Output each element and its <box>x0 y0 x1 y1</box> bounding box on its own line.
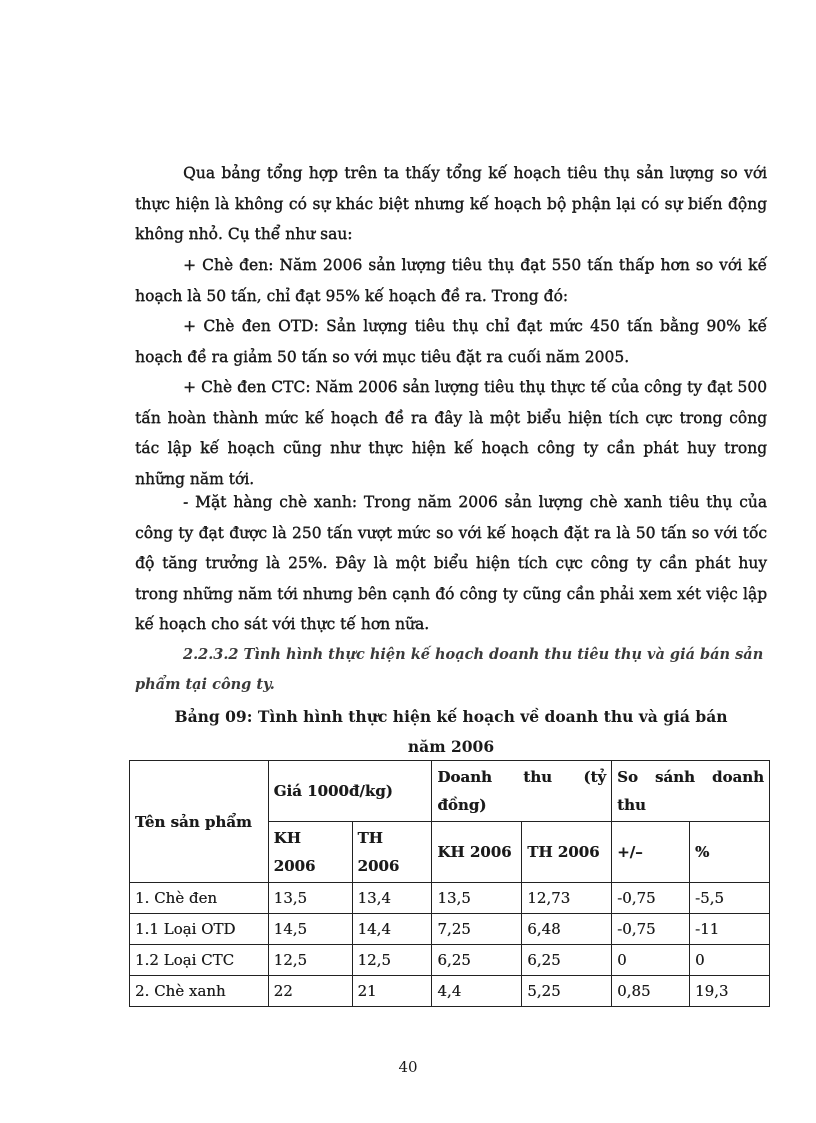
header-price-kh: KH 2006 <box>268 822 352 883</box>
table-cell: 22 <box>268 976 352 1007</box>
header-price-group: Giá 1000đ/kg) <box>268 761 432 822</box>
table-cell: 0 <box>612 945 690 976</box>
table-cell: 12,73 <box>522 883 612 914</box>
header-revenue-kh: KH 2006 <box>432 822 522 883</box>
table-cell: 13,5 <box>268 883 352 914</box>
table-cell: 1.2 Loại CTC <box>130 945 269 976</box>
table-cell: -11 <box>690 914 770 945</box>
table-cell: -0,75 <box>612 883 690 914</box>
table-cell: 5,25 <box>522 976 612 1007</box>
table-cell: 1.1 Loại OTD <box>130 914 269 945</box>
header-product: Tên sản phẩm <box>130 761 269 883</box>
table-row <box>130 914 770 945</box>
header-diff: +/– <box>612 822 690 883</box>
table-cell: 0 <box>690 945 770 976</box>
header-revenue-th: TH 2006 <box>522 822 612 883</box>
table-cell: 12,5 <box>352 945 432 976</box>
table-cell: 6,25 <box>432 945 522 976</box>
header-price-th: TH 2006 <box>352 822 432 883</box>
table-header-row-1 <box>130 761 770 822</box>
paragraph-black-tea-ctc: + Chè đen CTC: Năm 2006 sản lượng tiêu thụ thực tế của công ty đạt 500 tấn hoàn thành mức kế hoạch đề ra đây là một biểu hiện tích cực trong công tác lập kế hoạch cũng như thực hiện kế hoạch công ty cần phát huy trong những năm tới. <box>135 378 767 488</box>
table-cell: 14,5 <box>268 914 352 945</box>
header-pct: % <box>690 822 770 883</box>
table-cell: 13,4 <box>352 883 432 914</box>
paragraph-summary: Qua bảng tổng hợp trên ta thấy tổng kế hoạch tiêu thụ sản lượng so với thực hiện là không có sự khác biệt nhưng kế hoạch bộ phận lại có sự biến động không nhỏ. Cụ thể như sau: <box>135 164 767 243</box>
table-cell: 12,5 <box>268 945 352 976</box>
table-caption-line2: năm 2006 <box>407 737 495 756</box>
table-cell: 4,4 <box>432 976 522 1007</box>
table-cell: 14,4 <box>352 914 432 945</box>
revenue-price-table <box>129 760 770 1007</box>
table-cell: -0,75 <box>612 914 690 945</box>
page-number: 40 <box>398 1058 418 1076</box>
table-cell: 13,5 <box>432 883 522 914</box>
paragraph-black-tea: + Chè đen: Năm 2006 sản lượng tiêu thụ đạt 550 tấn thấp hơn so với kế hoạch là 50 tấn, chỉ đạt 95% kế hoạch đề ra. Trong đó: <box>135 256 767 305</box>
table-cell: 2. Chè xanh <box>130 976 269 1007</box>
table-cell: 0,85 <box>612 976 690 1007</box>
header-compare-group: So sánh doanh thu <box>612 761 770 822</box>
table-caption-line1: Bảng 09: Tình hình thực hiện kế hoạch về doanh thu và giá bán <box>174 707 728 726</box>
table-cell: 19,3 <box>690 976 770 1007</box>
table-row <box>130 883 770 914</box>
table-cell: 21 <box>352 976 432 1007</box>
table-cell: 6,25 <box>522 945 612 976</box>
table-cell: -5,5 <box>690 883 770 914</box>
table-cell: 6,48 <box>522 914 612 945</box>
header-revenue-group: Doanh thu (tỷ đồng) <box>432 761 612 822</box>
section-subheading: 2.2.3.2 Tình hình thực hiện kế hoạch doanh thu tiêu thụ và giá bán sản phẩm tại công ty. <box>135 646 764 693</box>
table-row <box>130 976 770 1007</box>
table-cell: 1. Chè đen <box>130 883 269 914</box>
paragraph-black-tea-otd: + Chè đen OTD: Sản lượng tiêu thụ chỉ đạt mức 450 tấn bằng 90% kế hoạch đề ra giảm 50 tấn so với mục tiêu đặt ra cuối năm 2005. <box>135 317 767 366</box>
paragraph-green-tea: - Mặt hàng chè xanh: Trong năm 2006 sản lượng chè xanh tiêu thụ của công ty đạt được là 250 tấn vượt mức so với kế hoạch đặt ra là 50 tấn so với tốc độ tăng trưởng là 25%. Đây là một biểu hiện tích cực công ty cần phát huy trong những năm tới nhưng bên cạnh đó công ty cũng cần phải xem xét việc lập kế hoạch cho sát với thực tế hơn nữa. <box>135 493 767 633</box>
table-row <box>130 945 770 976</box>
table-cell: 7,25 <box>432 914 522 945</box>
